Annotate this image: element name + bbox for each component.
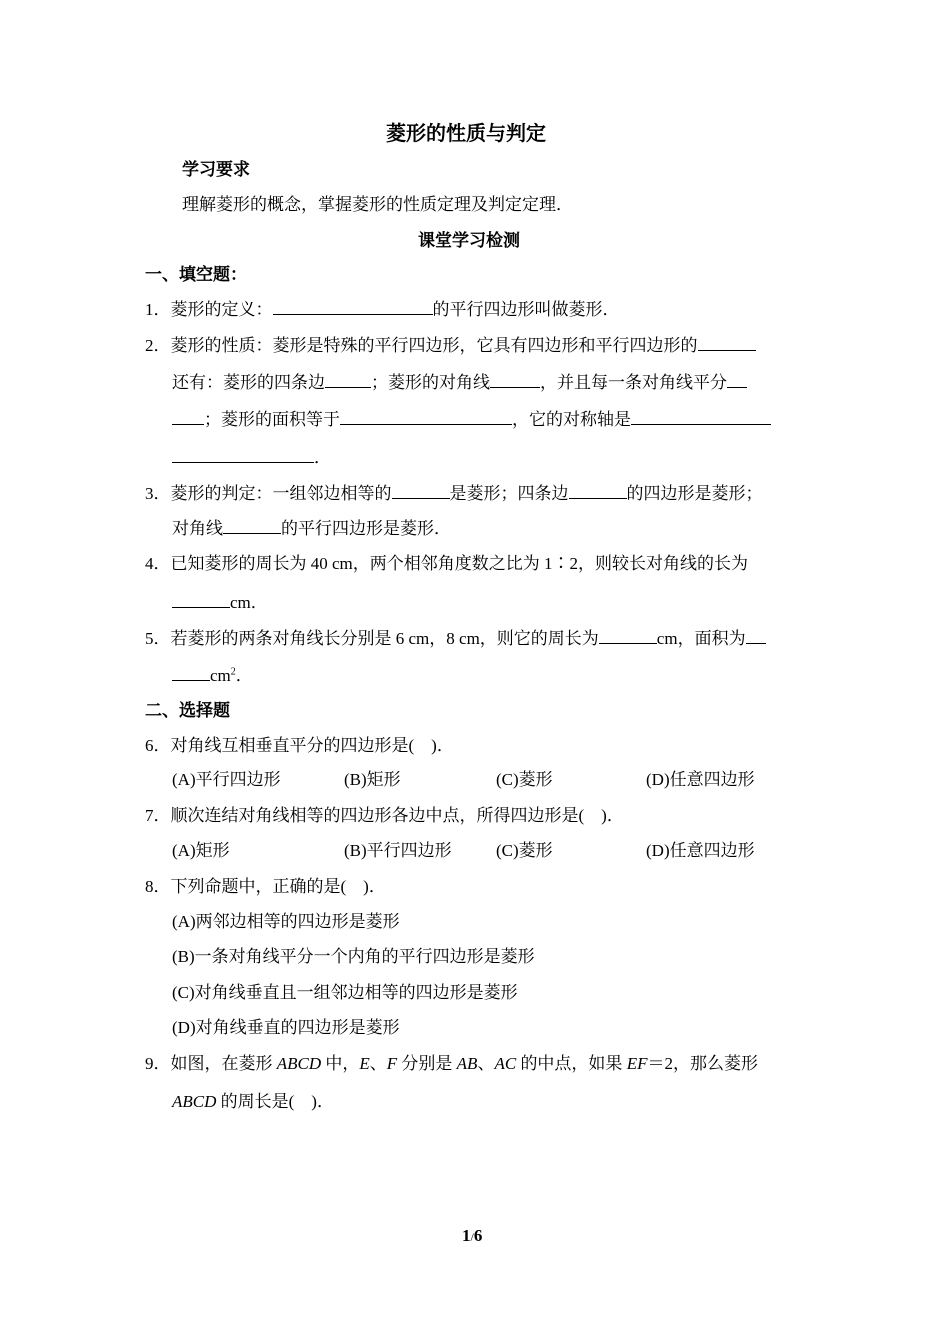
q5-text-a: 若菱形的两条对角线长分别是 6 cm，8 cm，则它的周长为 (170, 629, 599, 648)
question-2-line1 (145, 333, 756, 358)
q4-line2-text: cm． (230, 593, 268, 612)
q2-line3-text-a: ；菱形的面积等于 (204, 410, 340, 429)
q3-text-b: 是菱形；四条边 (449, 484, 569, 503)
q9-text-8: 的周长是( )． (216, 1092, 334, 1111)
q5-blank-2b[interactable] (172, 663, 210, 681)
question-5-line1 (145, 626, 766, 651)
q7-text: 顺次连结对角线相等的四边形各边中点，所得四边形是( )． (170, 806, 624, 825)
q2-line3-text-b: ，它的对称轴是 (512, 410, 631, 429)
q9-number: 9． (145, 1054, 171, 1073)
q8-option-a[interactable]: (A)两邻边相等的四边形是菱形 (172, 912, 400, 931)
q6-text: 对角线互相垂直平分的四边形是( )． (170, 736, 454, 755)
q3-text-d: 对角线 (172, 519, 223, 538)
question-5-line2 (172, 663, 253, 688)
requirements-heading: 学习要求 (182, 160, 250, 179)
q2-line2-text-b: ；菱形的对角线 (371, 373, 490, 392)
q6-option-b[interactable]: (B)矩形 (344, 770, 401, 789)
q2-blank-2[interactable] (325, 370, 371, 388)
q5-blank-2a[interactable] (746, 626, 766, 644)
q5-text-d: ． (235, 666, 253, 685)
q9-text-6: 的中点，如果 (516, 1054, 627, 1073)
question-3-line1 (145, 481, 763, 506)
q9-text-2: 中， (321, 1054, 360, 1073)
q9-var-e: E (359, 1054, 370, 1073)
q9-var-abcd: ABCD (276, 1054, 322, 1073)
q2-line2-text-c: ，并且每一条对角线平分 (540, 373, 727, 392)
q5-unit: cm (210, 666, 231, 685)
question-9-line1 (145, 1052, 758, 1076)
q5-unit-exponent: 2 (230, 666, 236, 678)
q9-text-7: ＝2，那么菱形 (647, 1054, 758, 1073)
q3-blank-3[interactable] (223, 516, 281, 534)
q9-text-3: 、 (369, 1054, 387, 1073)
q5-number: 5． (145, 629, 171, 648)
q7-option-d[interactable]: (D)任意四边形 (646, 841, 755, 860)
page-title: 菱形的性质与判定 (386, 123, 546, 145)
q9-text-1: 如图，在菱形 (170, 1054, 277, 1073)
q7-option-c[interactable]: (C)菱形 (496, 841, 553, 860)
part2-heading: 二、选择题 (145, 701, 230, 720)
question-1 (145, 297, 620, 322)
q9-var-f: F (386, 1054, 398, 1073)
q1-text-a: 菱形的定义： (170, 300, 273, 319)
q7-option-a[interactable]: (A)矩形 (172, 841, 230, 860)
q2-line4-text: ． (314, 448, 331, 467)
q4-blank[interactable] (172, 590, 230, 608)
q2-blank-6a[interactable] (631, 407, 771, 425)
q6-option-c[interactable]: (C)菱形 (496, 770, 553, 789)
q9-var-ef: EF (626, 1054, 648, 1073)
q3-number: 3． (145, 484, 171, 503)
page-number (462, 1224, 482, 1249)
q4-number: 4． (145, 554, 171, 573)
q3-text-c: 的四边形是菱形； (626, 484, 763, 503)
q9-var-abcd-2: ABCD (172, 1092, 217, 1111)
question-6 (145, 734, 454, 758)
q4-line1-text: 已知菱形的周长为 40 cm，两个相邻角度数之比为 1∶2，则较长对角线的长为 (170, 554, 749, 573)
question-2-line3 (172, 407, 771, 432)
q3-text-a: 菱形的判定：一组邻边相等的 (170, 484, 392, 503)
q6-option-a[interactable]: (A)平行四边形 (172, 770, 281, 789)
question-7 (145, 804, 624, 828)
total-pages: 6 (473, 1226, 483, 1245)
page-separator: / (470, 1230, 474, 1244)
q5-text-b: cm，面积为 (656, 629, 746, 648)
q9-text-4: 分别是 (397, 1054, 457, 1073)
q3-text-e: 的平行四边形是菱形． (281, 519, 451, 538)
question-4-line1 (145, 552, 748, 576)
question-4-line2 (172, 590, 268, 615)
q6-option-d[interactable]: (D)任意四边形 (646, 770, 755, 789)
q2-line2-text-a: 还有：菱形的四条边 (172, 373, 325, 392)
q2-blank-4a[interactable] (727, 370, 747, 388)
q2-blank-5[interactable] (340, 407, 512, 425)
q8-option-b[interactable]: (B)一条对角线平分一个内角的平行四边形是菱形 (172, 947, 535, 966)
question-2-line4 (172, 445, 331, 470)
q3-blank-1[interactable] (392, 481, 450, 499)
part1-heading: 一、填空题： (145, 265, 247, 284)
q2-blank-3[interactable] (490, 370, 540, 388)
q6-number: 6． (145, 736, 171, 755)
q1-text-b: 的平行四边形叫做菱形． (432, 300, 620, 319)
requirements-text: 理解菱形的概念，掌握菱形的性质定理及判定定理． (182, 195, 573, 214)
q8-option-c[interactable]: (C)对角线垂直且一组邻边相等的四边形是菱形 (172, 983, 518, 1002)
q1-number: 1． (145, 300, 171, 319)
question-8 (145, 875, 386, 899)
question-9-line2 (172, 1090, 334, 1114)
q8-number: 8． (145, 877, 171, 896)
q7-number: 7． (145, 806, 171, 825)
section-heading: 课堂学习检测 (418, 231, 520, 250)
q8-option-d[interactable]: (D)对角线垂直的四边形是菱形 (172, 1018, 400, 1037)
q2-blank-4b[interactable] (172, 407, 204, 425)
question-2-line2 (172, 370, 747, 395)
current-page: 1 (462, 1226, 471, 1245)
q3-blank-2[interactable] (569, 481, 627, 499)
q2-line1-text: 菱形的性质：菱形是特殊的平行四边形，它具有四边形和平行四边形的 (170, 336, 698, 355)
q1-blank[interactable] (273, 297, 433, 315)
q8-text: 下列命题中，正确的是( )． (170, 877, 386, 896)
q2-blank-1[interactable] (698, 333, 756, 351)
q2-blank-6b[interactable] (172, 445, 314, 463)
question-3-line2 (172, 516, 451, 541)
q2-number: 2． (145, 336, 171, 355)
q5-blank-1[interactable] (599, 626, 657, 644)
q9-text-5: 、 (477, 1054, 495, 1073)
q7-option-b[interactable]: (B)平行四边形 (344, 841, 452, 860)
q9-var-ab: AB (456, 1054, 478, 1073)
q9-var-ac: AC (494, 1054, 517, 1073)
